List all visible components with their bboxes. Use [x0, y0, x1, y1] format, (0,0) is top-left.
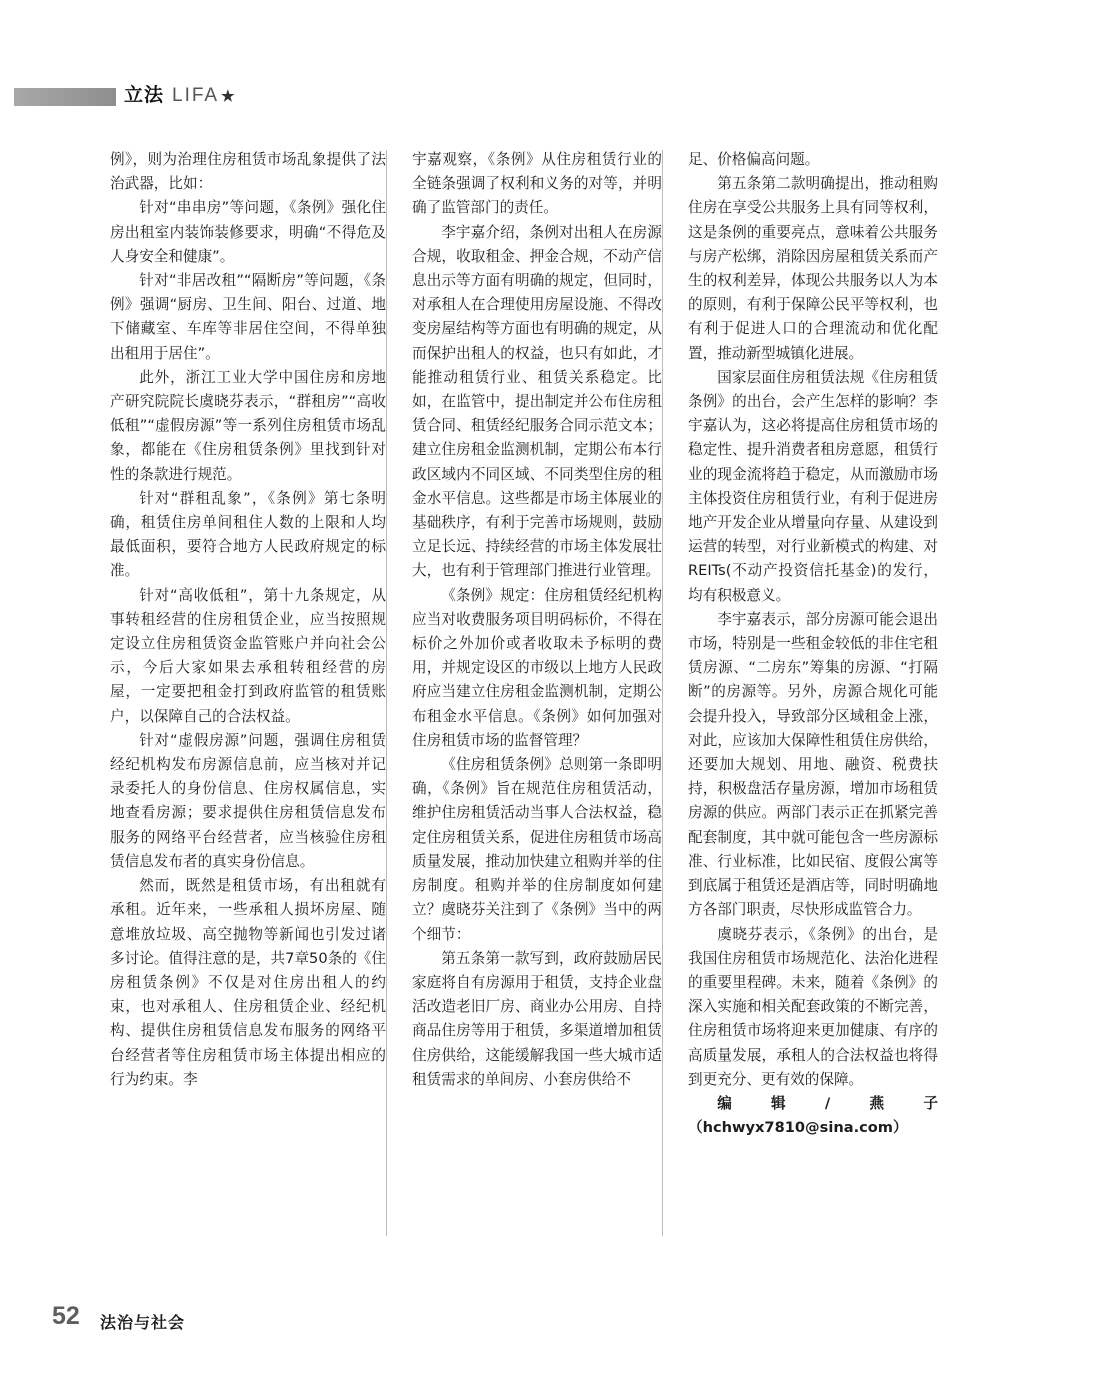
- editor-credit: 编辑/燕子（hchwyx7810@sina.com）: [688, 1094, 938, 1137]
- page-header: [0, 80, 1100, 114]
- paragraph: 《住房租赁条例》总则第一条即明确，《条例》旨在规范住房租赁活动，维护住房租赁活动当事人合法权益，稳定住房租赁关系，促进住房租赁市场高质量发展，推动加快建立租购并举的住房制度。租购并举的住房制度如何建立？虞晓芬关注到了《条例》当中的两个细节：: [412, 756, 662, 943]
- paragraph: 第五条第一款写到，政府鼓励居民家庭将自有房源用于租赁，支持企业盘活改造老旧厂房、商业办公用房、自持商品住房等用于租赁，多渠道增加租赁住房供给，这能缓解我国一些大城市适租赁需求的单间房、小套房供给不: [412, 949, 662, 1088]
- paragraph: 足、价格偏高问题。: [688, 151, 820, 168]
- column-2: [386, 148, 662, 1248]
- column-divider: [386, 150, 387, 1236]
- paragraph: 针对“非居改租”“隔断房”等问题，《条例》强调“厨房、卫生间、阳台、过道、地下储藏室、车库等非居住空间，不得单独出租用于居住”。: [110, 272, 386, 362]
- column-3: [662, 148, 938, 1248]
- column-1: [110, 148, 386, 1248]
- paragraph: 针对“虚假房源”问题，强调住房租赁经纪机构发布房源信息前，应当核对并记录委托人的身份信息、住房权属信息，实地查看房源；要求提供住房租赁信息发布服务的网络平台经营者，应当核验住房租赁信息发布者的真实身份信息。: [110, 731, 386, 870]
- star-icon: ★: [221, 88, 236, 105]
- header-accent-bar: [14, 88, 116, 106]
- page-number: 52: [52, 1302, 80, 1330]
- column-divider: [662, 150, 663, 1236]
- paragraph: 例》，则为治理住房租赁市场乱象提供了法治武器，比如：: [110, 151, 386, 193]
- paragraph: 国家层面住房租赁法规《住房租赁条例》的出台，会产生怎样的影响？李宇嘉认为，这必将提高住房租赁市场的稳定性、提升消费者租房意愿，租赁行业的现金流将趋于稳定，从而激励市场主体投资住房租赁行业，有利于促进房地产开发企业从增量向存量、从建设到运营的转型，对行业新模式的构建、对REITs(不动产投资信托基金)的发行，均有积极意义。: [688, 368, 938, 604]
- paragraph: 此外，浙江工业大学中国住房和房地产研究院院长虞晓芬表示，“群租房”“高收低租”“虚假房源”等一系列住房租赁市场乱象，都能在《住房租赁条例》里找到针对性的条款进行规范。: [110, 368, 386, 483]
- section-title-cn: 立法: [124, 84, 165, 106]
- paragraph: 《条例》规定：住房租赁经纪机构应当对收费服务项目明码标价，不得在标价之外加价或者收取未予标明的费用，并规定设区的市级以上地方人民政府应当建立住房租金监测机制，定期公布租金水平信息。《条例》如何加强对住房租赁市场的监督管理？: [412, 586, 662, 749]
- paragraph: 然而，既然是租赁市场，有出租就有承租。近年来，一些承租人损坏房屋、随意堆放垃圾、高空抛物等新闻也引发过诸多讨论。值得注意的是，共7章50条的《住房租赁条例》不仅是对住房出租人的约束，也对承租人、住房租赁企业、经纪机构、提供住房租赁信息发布服务的网络平台经营者等住房租赁市场主体提出相应的行为约束。李: [110, 877, 386, 1088]
- paragraph: 针对“群租乱象”，《条例》第七条明确，租赁住房单间租住人数的上限和人均最低面积，要符合地方人民政府规定的标准。: [110, 489, 386, 580]
- section-title-en: LIFA: [172, 85, 220, 106]
- paragraph: 李宇嘉介绍，条例对出租人在房源合规，收取租金、押金合规，不动产信息出示等方面有明确的规定，但同时，对承租人在合理使用房屋设施、不得改变房屋结构等方面也有明确的规定，从而保护出租人的权益，也只有如此，才能推动租赁行业、租赁关系稳定。比如，在监管中，提出制定并公布住房租赁合同、租赁经纪服务合同示范文本；建立住房租金监测机制，定期公布本行政区域内不同区域、不同类型住房的租金水平信息。这些都是市场主体展业的基础秩序，有利于完善市场规则，鼓励立足长远、持续经营的市场主体发展壮大，也有利于管理部门推进行业管理。: [412, 223, 662, 580]
- paragraph: 宇嘉观察，《条例》从住房租赁行业的全链条强调了权利和义务的对等，并明确了监管部门的责任。: [412, 151, 662, 217]
- article-columns: [110, 148, 990, 1248]
- page-footer: [0, 1302, 1100, 1336]
- paragraph: 针对“高收低租”，第十九条规定，从事转租经营的住房租赁企业，应当按照规定设立住房租赁资金监管账户并向社会公示，今后大家如果去承租转租经营的房屋，一定要把租金打到政府监管的租赁账户，以保障自己的合法权益。: [110, 586, 386, 725]
- paragraph: 李宇嘉表示，部分房源可能会退出市场，特别是一些租金较低的非住宅租赁房源、“二房东”筹集的房源、“打隔断”的房源等。另外，房源合规化可能会提升投入，导致部分区域租金上涨，对此，应该加大保障性租赁住房供给，还要加大规划、用地、融资、税费扶持，积极盘活存量房源，增加市场租赁房源的供应。两部门表示正在抓紧完善配套制度，其中就可能包含一些房源标准、行业标准，比如民宿、度假公寓等到底属于租赁还是酒店等，同时明确地方各部门职责，尽快形成监管合力。: [688, 610, 938, 919]
- paragraph: 虞晓芬表示，《条例》的出台，是我国住房租赁市场规范化、法治化进程的重要里程碑。未来，随着《条例》的深入实施和相关配套政策的不断完善，住房租赁市场将迎来更加健康、有序的高质量发展，承租人的合法权益也将得到更充分、更有效的保障。: [688, 925, 938, 1088]
- section-title: [124, 80, 236, 107]
- paragraph: 针对“串串房”等问题，《条例》强化住房出租室内装饰装修要求，明确“不得危及人身安全和健康”。: [110, 199, 386, 265]
- paragraph: 第五条第二款明确提出，推动租购住房在享受公共服务上具有同等权利，这是条例的重要亮点，意味着公共服务与房产松绑，消除因房屋租赁关系而产生的权利差异，体现公共服务以人为本的原则，有利于保障公民平等权利，也有利于促进人口的合理流动和优化配置，推动新型城镇化进展。: [688, 175, 938, 362]
- publication-name: 法治与社会: [100, 1313, 186, 1332]
